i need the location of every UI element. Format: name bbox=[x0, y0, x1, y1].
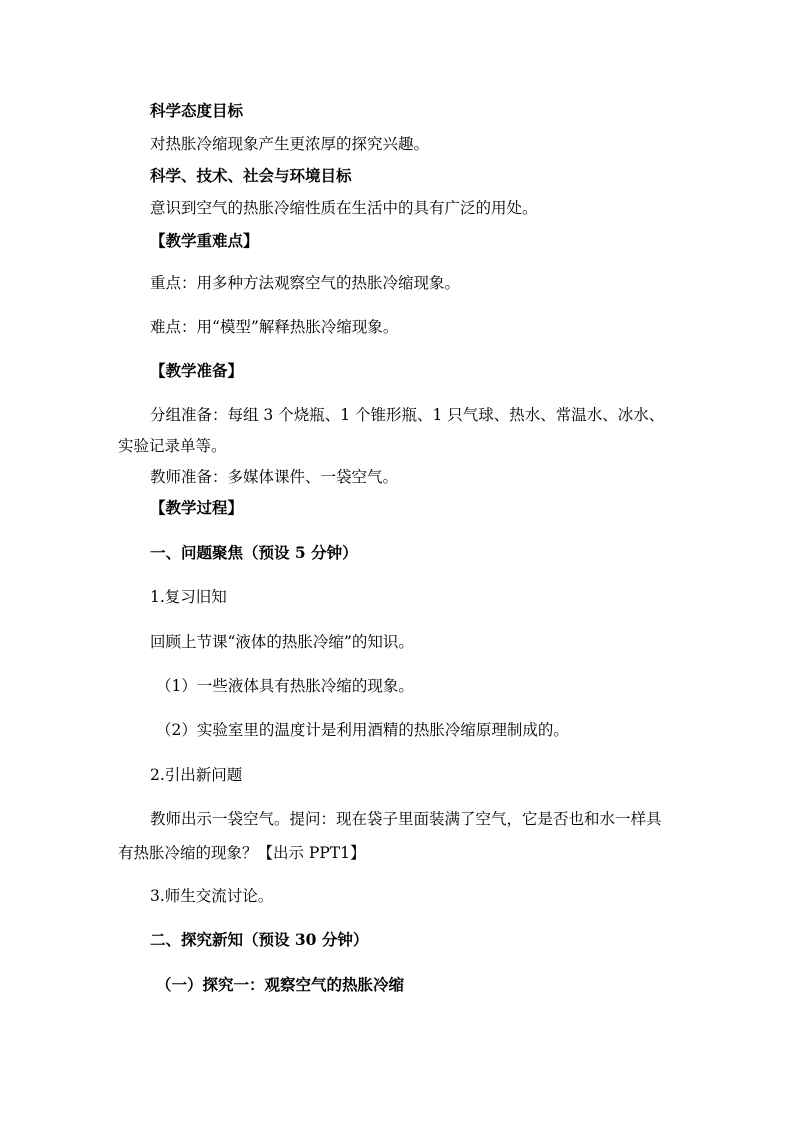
heading-explore-one: （一）探究一：观察空气的热胀冷缩 bbox=[156, 975, 405, 994]
item-new-question: 2.引出新问题 bbox=[150, 766, 243, 784]
paragraph-group-preparation: 分组准备：每组 3 个烧瓶、1 个锥形瓶、1 只气球、热水、常温水、冰水、 bbox=[150, 406, 665, 424]
heading-preparation: 【教学准备】 bbox=[150, 361, 244, 380]
heading-science-attitude: 科学态度目标 bbox=[150, 101, 244, 120]
paragraph-review-liquid: 回顾上节课“液体的热胀冷缩”的知识。 bbox=[150, 633, 414, 651]
paragraph-key-point: 重点：用多种方法观察空气的热胀冷缩现象。 bbox=[150, 274, 461, 292]
paragraph-teacher-shows-bag: 教师出示一袋空气。提问：现在袋子里面装满了空气，它是否也和水一样具 bbox=[150, 810, 662, 828]
paragraph-difficult-point: 难点：用“模型”解释热胀冷缩现象。 bbox=[150, 318, 399, 336]
heading-problem-focus: 一、问题聚焦（预设 5 分钟） bbox=[150, 543, 358, 562]
paragraph-group-preparation-cont: 实验记录单等。 bbox=[118, 437, 227, 455]
item-thermometer: （2）实验室里的温度计是利用酒精的热胀冷缩原理制成的。 bbox=[156, 721, 569, 739]
paragraph-teacher-preparation: 教师准备：多媒体课件、一袋空气。 bbox=[150, 468, 399, 486]
heading-ste-goal: 科学、技术、社会与环境目标 bbox=[150, 166, 352, 185]
item-discussion: 3.师生交流讨论。 bbox=[150, 887, 274, 905]
paragraph-attitude-goal: 对热胀冷缩现象产生更浓厚的探究兴趣。 bbox=[150, 135, 430, 153]
heading-process: 【教学过程】 bbox=[150, 498, 244, 517]
item-liquid-expansion: （1）一些液体具有热胀冷缩的现象。 bbox=[156, 677, 414, 695]
item-review-old: 1.复习旧知 bbox=[150, 588, 227, 606]
heading-explore-new: 二、探究新知（预设 30 分钟） bbox=[150, 930, 369, 949]
paragraph-ste-goal: 意识到空气的热胀冷缩性质在生活中的具有广泛的用处。 bbox=[150, 199, 538, 217]
heading-key-points: 【教学重难点】 bbox=[150, 231, 259, 250]
paragraph-teacher-shows-bag-cont: 有热胀冷缩的现象？【出示 PPT1】 bbox=[118, 844, 366, 862]
